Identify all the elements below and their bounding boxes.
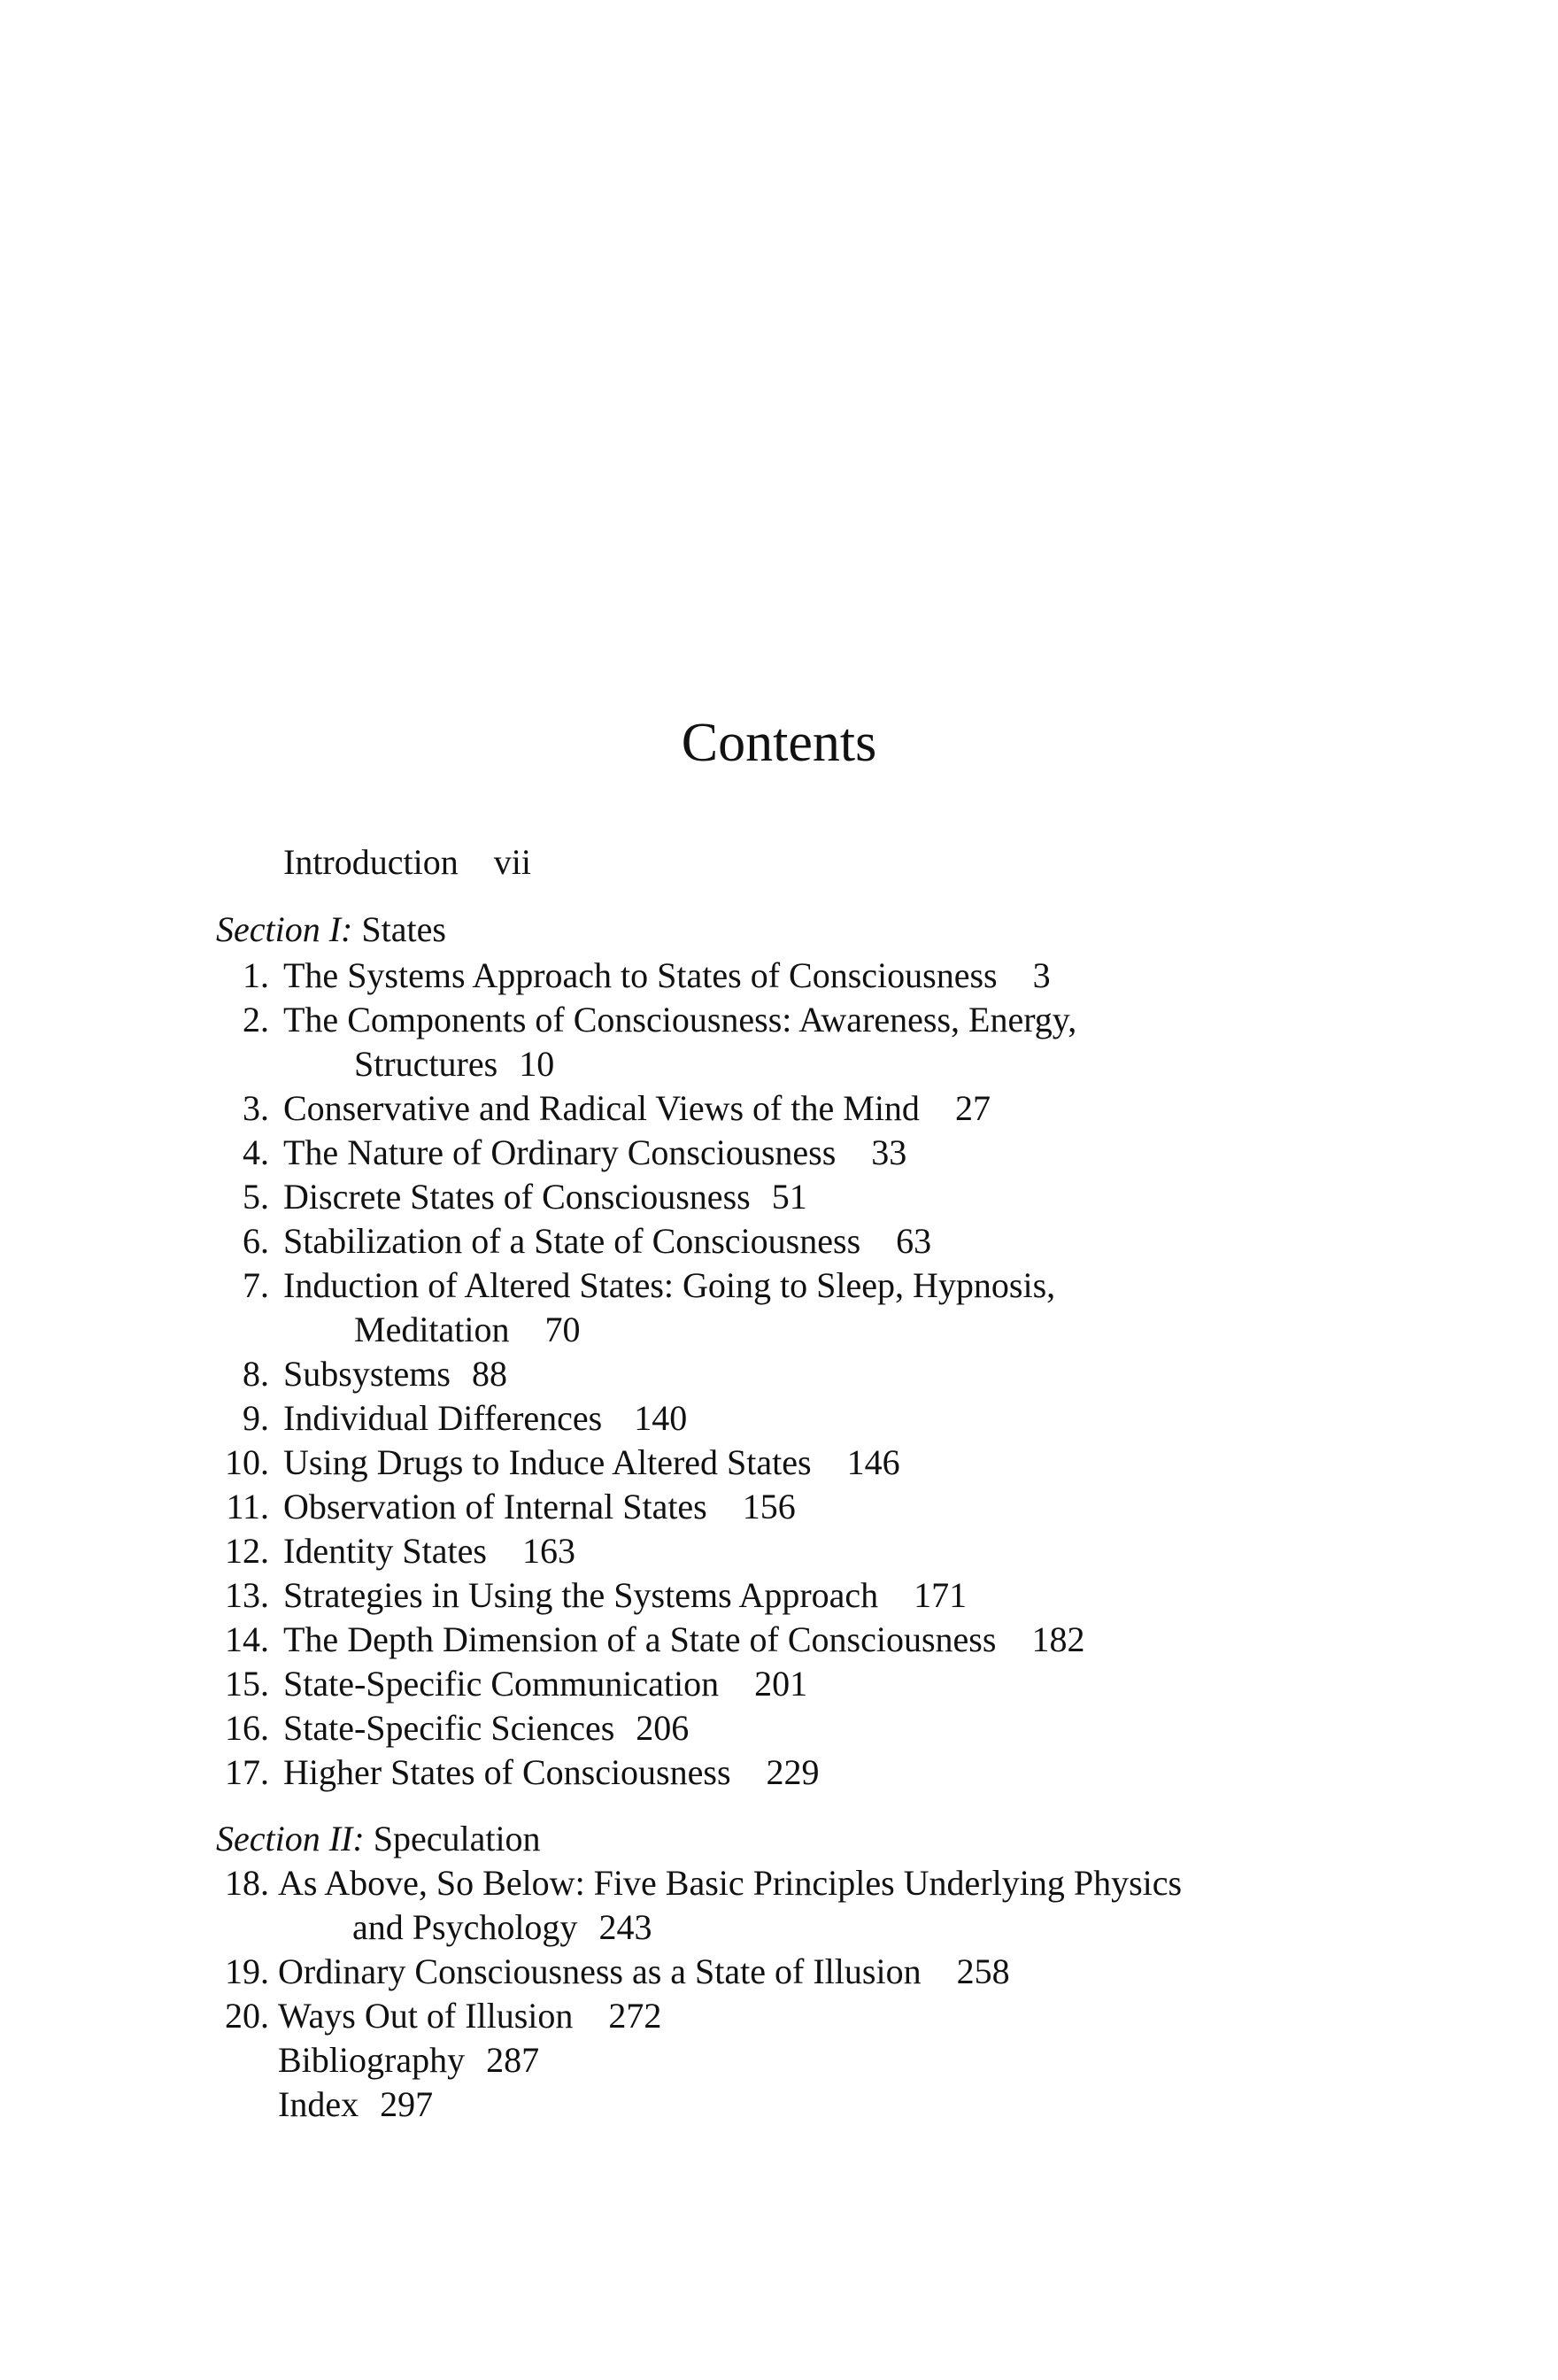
entry-page: 297 — [380, 2084, 434, 2124]
entry-page: 63 — [896, 1221, 932, 1261]
entry-number: 4. — [243, 1132, 269, 1172]
entry-title: Subsystems — [283, 1354, 451, 1394]
section-heading-1 — [216, 908, 446, 952]
entry-page: 201 — [754, 1664, 808, 1704]
section-heading-2 — [216, 1817, 541, 1861]
entry-number: 14. — [225, 1619, 269, 1659]
section-name: Speculation — [373, 1819, 541, 1858]
entry-title: The Depth Dimension of a State of Consciousness — [283, 1619, 997, 1659]
entry-page: 140 — [634, 1398, 688, 1438]
section-name: States — [361, 909, 446, 949]
entry-number: 19. — [225, 1951, 269, 1991]
entry-number: 1. — [243, 955, 269, 995]
entry-number: 9. — [243, 1398, 269, 1438]
entry-number: 10. — [225, 1442, 269, 1482]
page-title: Contents — [681, 713, 877, 773]
entry-page: 146 — [846, 1442, 900, 1482]
entry-number: 18. — [225, 1863, 269, 1903]
entry-page: 27 — [954, 1088, 991, 1128]
entry-number: 2. — [243, 1000, 269, 1039]
entry-page: 33 — [871, 1132, 907, 1172]
entry-page: 287 — [486, 2040, 540, 2080]
entry-number: 7. — [243, 1265, 269, 1305]
entry-title: Identity States — [283, 1531, 487, 1571]
entry-title: Individual Differences — [283, 1398, 603, 1438]
entry-title: Bibliography — [278, 2040, 466, 2080]
entry-page: 3 — [1032, 955, 1051, 995]
entry-number: 6. — [243, 1221, 269, 1261]
entry-title: Index — [278, 2084, 359, 2124]
entry-page: 163 — [521, 1531, 575, 1571]
entry-page: 51 — [771, 1177, 807, 1217]
entry-title-continued: Meditation — [354, 1310, 510, 1349]
entry-title: Ways Out of Illusion — [278, 1996, 574, 2036]
entry-title: The Systems Approach to States of Consciousness — [283, 955, 998, 995]
entry-title: Using Drugs to Induce Altered States — [283, 1442, 812, 1482]
entry-page: vii — [493, 842, 531, 882]
entry-title: As Above, So Below: Five Basic Principles Underlying Physics — [278, 1863, 1183, 1903]
entry-title: Stabilization of a State of Consciousness — [283, 1221, 861, 1261]
entry-title-continued: Structures — [354, 1044, 498, 1084]
entry-title: Induction of Altered States: Going to Sleep, Hypnosis, — [283, 1265, 1056, 1305]
entry-page: 243 — [598, 1907, 652, 1947]
entry-page: 258 — [956, 1951, 1010, 1991]
entry-number: 5. — [243, 1177, 269, 1217]
entry-title: Conservative and Radical Views of the Mind — [283, 1088, 920, 1128]
entry-number: 8. — [243, 1354, 269, 1394]
entry-title: Introduction — [283, 842, 459, 882]
entry-title: Higher States of Consciousness — [283, 1752, 731, 1792]
section-label: Section II: — [216, 1819, 365, 1858]
entry-number: 16. — [225, 1708, 269, 1748]
entry-number: 20. — [225, 1996, 269, 2036]
entry-page: 272 — [608, 1996, 662, 2036]
entry-page: 156 — [742, 1487, 796, 1526]
entry-page: 182 — [1031, 1619, 1085, 1659]
entry-page: 70 — [544, 1310, 581, 1349]
toc-entry-index — [278, 2082, 433, 2127]
entry-number: 3. — [243, 1088, 269, 1128]
entry-page: 206 — [636, 1708, 690, 1748]
entry-number: 15. — [225, 1664, 269, 1704]
entry-number: 11. — [226, 1487, 269, 1526]
entry-title: Strategies in Using the Systems Approach — [283, 1575, 879, 1615]
entry-title: Ordinary Consciousness as a State of Illusion — [278, 1951, 922, 1991]
entry-title: Discrete States of Consciousness — [283, 1177, 751, 1217]
entry-title: The Components of Consciousness: Awareness, Energy, — [283, 1000, 1077, 1039]
entry-title: The Nature of Ordinary Consciousness — [283, 1132, 837, 1172]
toc-entry-introduction — [283, 840, 531, 885]
toc-entry-bibliography — [278, 2038, 539, 2082]
entry-number: 12. — [225, 1531, 269, 1571]
entry-page: 10 — [519, 1044, 555, 1084]
entry-page: 171 — [914, 1575, 968, 1615]
entry-page: 88 — [471, 1354, 507, 1394]
entry-page: 229 — [766, 1752, 820, 1792]
entry-number: 17. — [225, 1752, 269, 1792]
entry-number: 13. — [225, 1575, 269, 1615]
entry-title: State-Specific Communication — [283, 1664, 720, 1704]
entry-title: Observation of Internal States — [283, 1487, 707, 1526]
entry-title-continued: and Psychology — [352, 1907, 578, 1947]
section-label: Section I: — [216, 909, 353, 949]
entry-title: State-Specific Sciences — [283, 1708, 615, 1748]
